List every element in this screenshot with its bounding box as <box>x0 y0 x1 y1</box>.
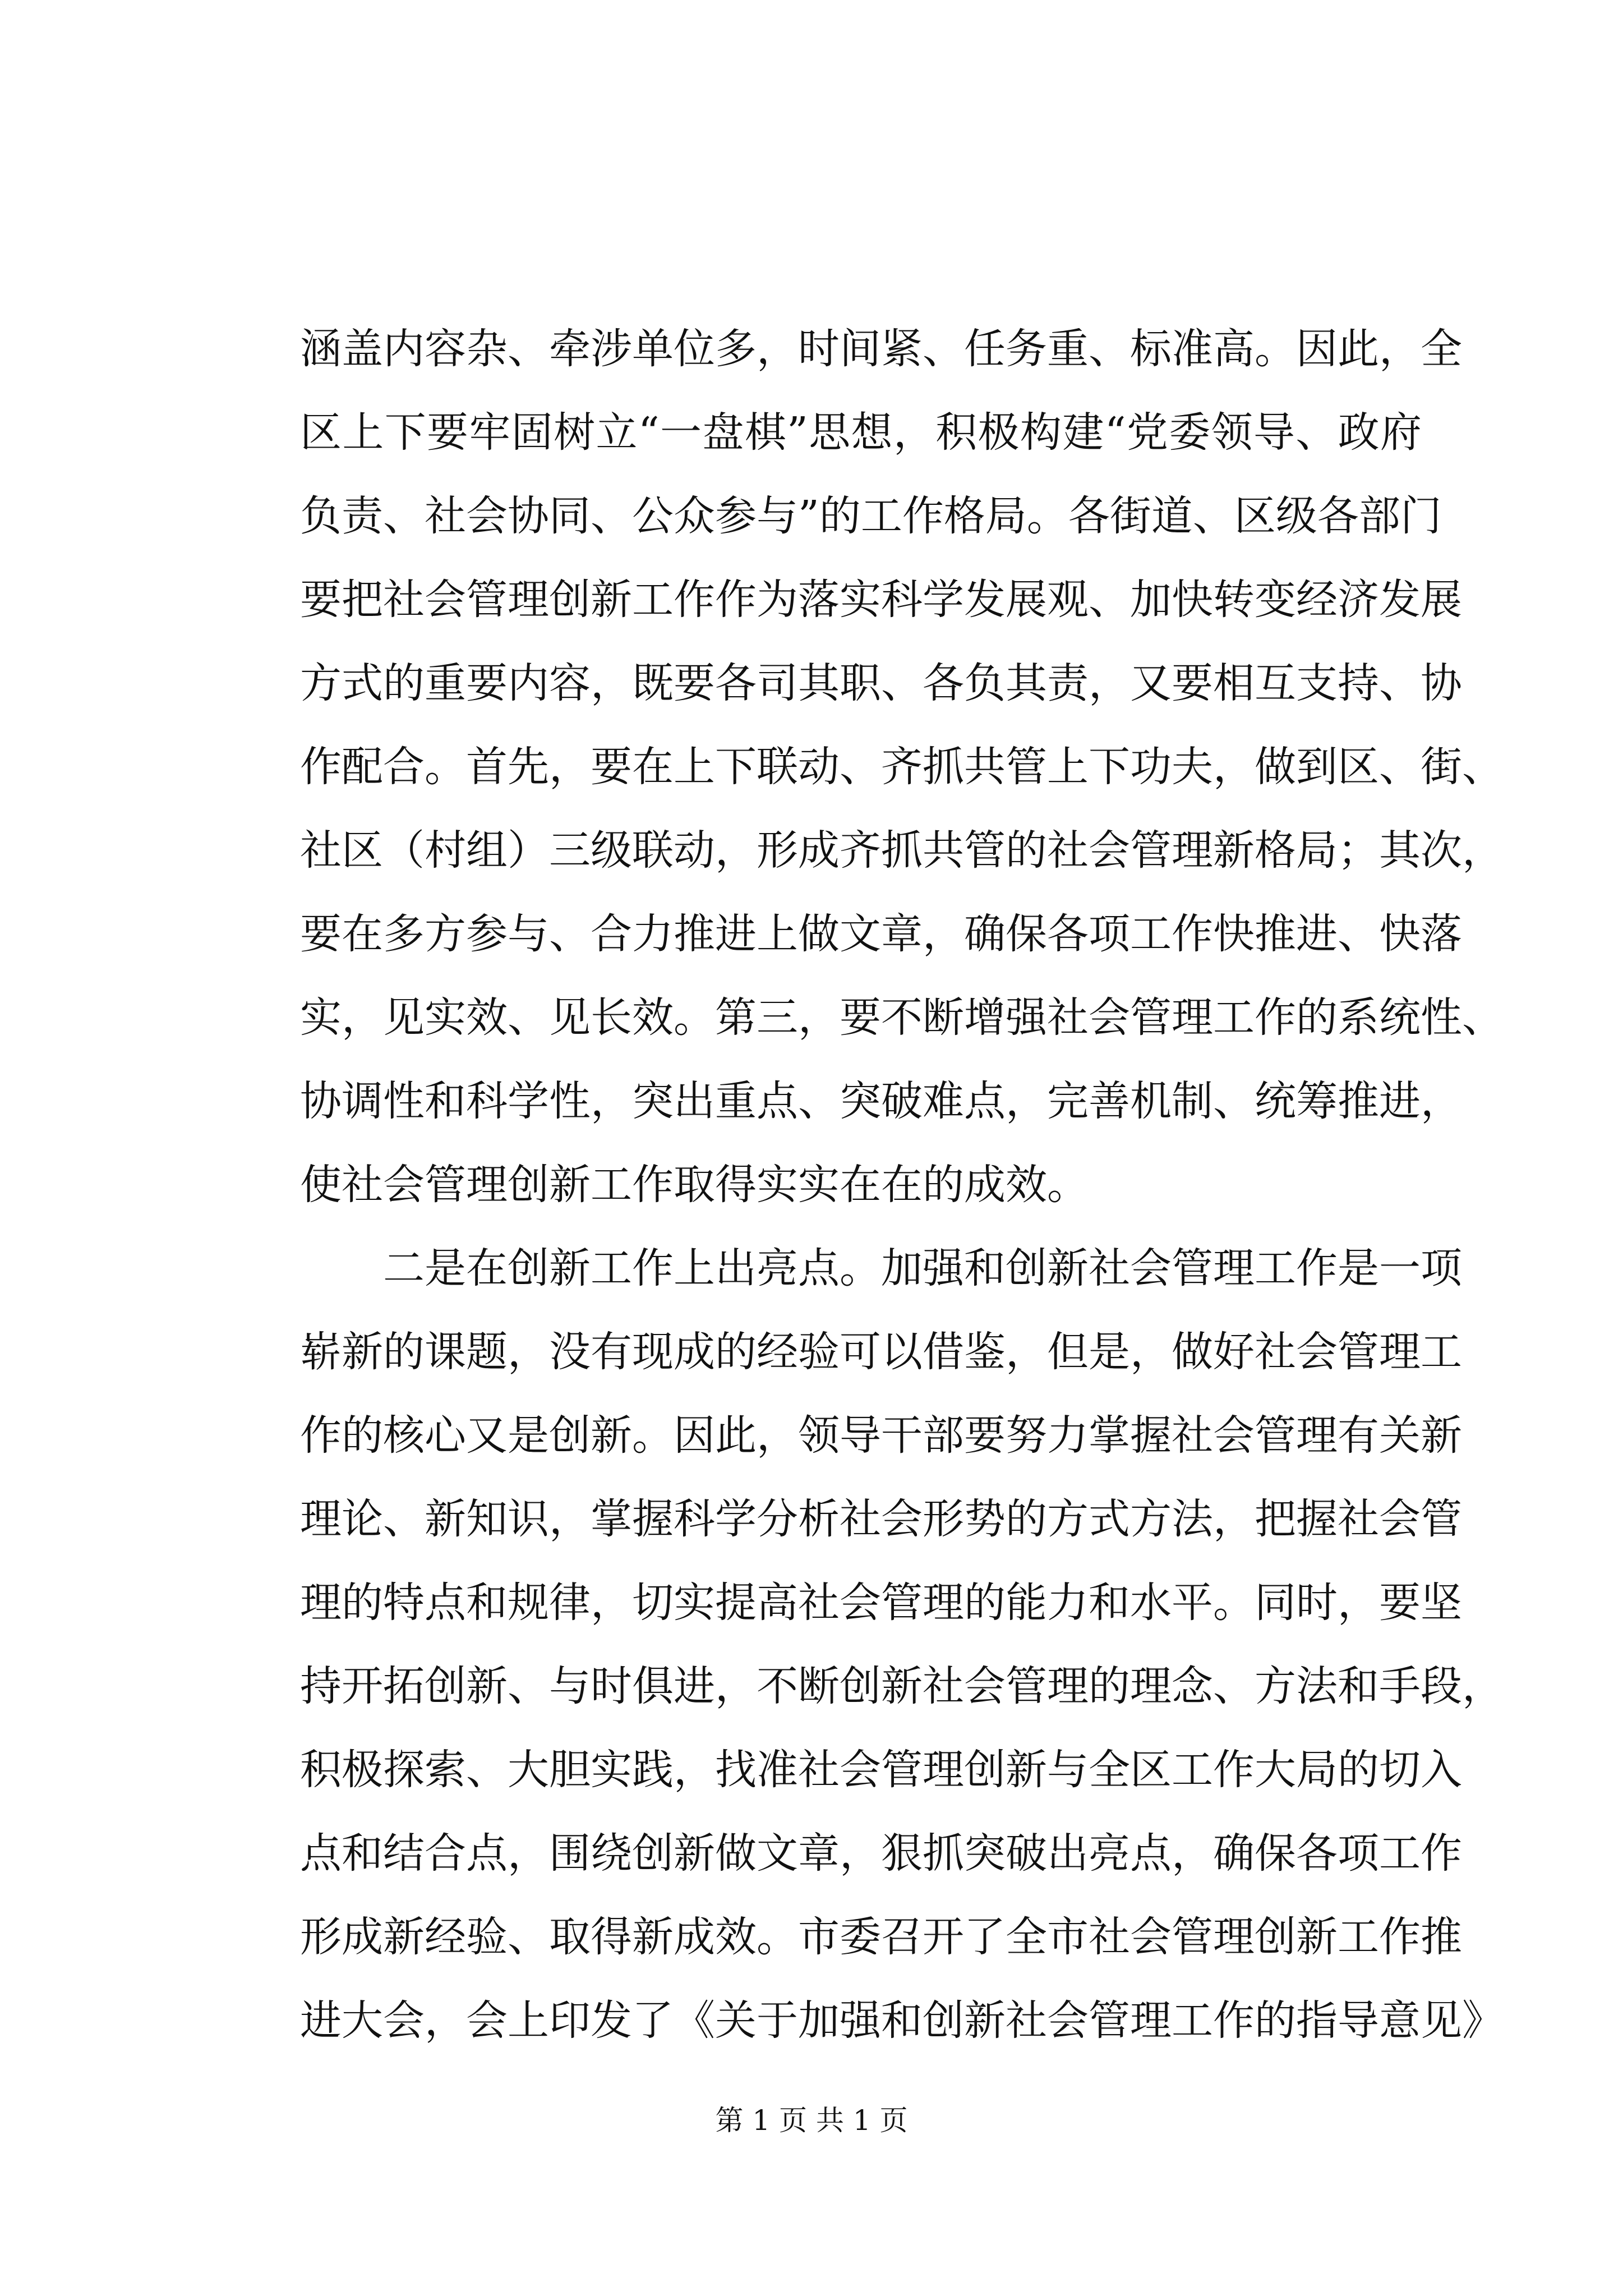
paragraph-line: 二是在创新工作上出亮点。加强和创新社会管理工作是一项 <box>383 1244 1462 1292</box>
paragraph-line: 进大会，会上印发了《关于加强和创新社会管理工作的指导意见》 <box>300 1996 1504 2045</box>
paragraph-line: 涵盖内容杂、牵涉单位多，时间紧、任务重、标准高。因此，全 <box>300 325 1462 373</box>
paragraph-line: 作配合。首先，要在上下联动、齐抓共管上下功夫，做到区、街、 <box>300 743 1504 791</box>
paragraph-line: 实，见实效、见长效。第三，要不断增强社会管理工作的系统性、 <box>300 993 1504 1042</box>
paragraph-line: 方式的重要内容，既要各司其职、各负其责，又要相互支持、协 <box>300 659 1462 707</box>
paragraph-line: 理论、新知识，掌握科学分析社会形势的方式方法，把握社会管 <box>300 1495 1462 1543</box>
paragraph-line: 区上下要牢固树立“一盘棋”思想，积极构建“党委领导、政府 <box>300 408 1422 457</box>
paragraph-line: 作的核心又是创新。因此，领导干部要努力掌握社会管理有关新 <box>300 1411 1462 1460</box>
paragraph-line: 积极探索、大胆实践，找准社会管理创新与全区工作大局的切入 <box>300 1746 1462 1794</box>
document-body <box>300 307 1504 2063</box>
paragraph-line: 要把社会管理创新工作作为落实科学发展观、加快转变经济发展 <box>300 576 1462 624</box>
paragraph-line: 形成新经验、取得新成效。市委召开了全市社会管理创新工作推 <box>300 1913 1462 1961</box>
paragraph-line: 要在多方参与、合力推进上做文章，确保各项工作快推进、快落 <box>300 910 1462 958</box>
paragraph-line: 使社会管理创新工作取得实实在在的成效。 <box>300 1161 1089 1209</box>
paragraph-line: 理的特点和规律，切实提高社会管理的能力和水平。同时，要坚 <box>300 1579 1462 1627</box>
paragraph-line: 崭新的课题，没有现成的经验可以借鉴，但是，做好社会管理工 <box>300 1328 1462 1376</box>
paragraph-line: 持开拓创新、与时俱进，不断创新社会管理的理念、方法和手段， <box>300 1662 1504 1710</box>
paragraph-line: 负责、社会协同、公众参与”的工作格局。各街道、区级各部门 <box>300 492 1442 540</box>
paragraph-line: 社区（村组）三级联动，形成齐抓共管的社会管理新格局；其次， <box>300 826 1504 875</box>
paragraph-line: 协调性和科学性，突出重点、突破难点，完善机制、统筹推进， <box>300 1077 1462 1125</box>
page-footer: 第 1 页 共 1 页 <box>715 2104 908 2137</box>
paragraph-line: 点和结合点，围绕创新做文章，狠抓突破出亮点，确保各项工作 <box>300 1829 1462 1878</box>
